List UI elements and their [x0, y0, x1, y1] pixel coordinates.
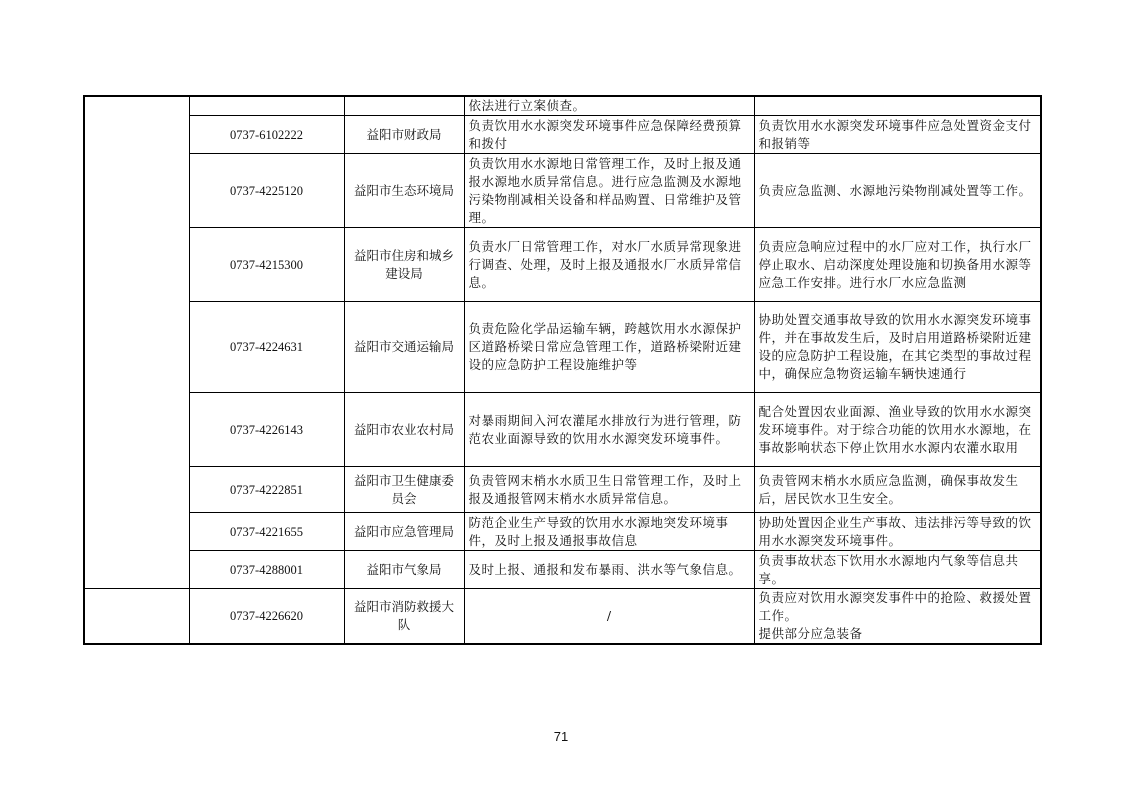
- dept-cell: 益阳市交通运输局: [344, 302, 464, 393]
- phone-cell: 0737-4226143: [189, 393, 344, 467]
- phone-cell: 0737-4221655: [189, 513, 344, 551]
- table-row: [84, 513, 1041, 551]
- responsibility-table: [83, 95, 1042, 645]
- duty-cell: 依法进行立案侦查。: [464, 96, 754, 116]
- emergency-cell: 负责应急响应过程中的水厂应对工作，执行水厂停止取水、启动深度处理设施和切换备用水源等应急工作安排。进行水厂水应急监测: [754, 228, 1041, 302]
- duty-cell: 对暴雨期间入河农灌尾水排放行为进行管理，防范农业面源导致的饮用水水源突发环境事件。: [464, 393, 754, 467]
- table-row: [84, 589, 1041, 645]
- emergency-cell: 负责应对饮用水源突发事件中的抢险、救援处置工作。 提供部分应急装备: [754, 589, 1041, 645]
- group-cell: [84, 589, 189, 645]
- duty-cell: /: [464, 589, 754, 645]
- page-number: 71: [553, 729, 569, 744]
- emergency-cell: 负责饮用水水源突发环境事件应急处置资金支付和报销等: [754, 116, 1041, 154]
- duty-cell: 及时上报、通报和发布暴雨、洪水等气象信息。: [464, 551, 754, 589]
- phone-cell: 0737-4222851: [189, 467, 344, 513]
- group-cell: [84, 96, 189, 589]
- table-row: [84, 116, 1041, 154]
- dept-cell: 益阳市卫生健康委员会: [344, 467, 464, 513]
- emergency-cell: 负责事故状态下饮用水水源地内气象等信息共享。: [754, 551, 1041, 589]
- emergency-cell: 协助处置交通事故导致的饮用水水源突发环境事件，并在事故发生后，及时启用道路桥梁附近建设的应急防护工程设施，在其它类型的事故过程中，确保应急物资运输车辆快速通行: [754, 302, 1041, 393]
- duty-cell: 负责饮用水水源突发环境事件应急保障经费预算和拨付: [464, 116, 754, 154]
- table-row: [84, 467, 1041, 513]
- table-row: [84, 154, 1041, 228]
- emergency-cell: 配合处置因农业面源、渔业导致的饮用水水源突发环境事件。对于综合功能的饮用水水源地，在事故影响状态下停止饮用水水源内农灌水取用: [754, 393, 1041, 467]
- duty-cell: 负责饮用水水源地日常管理工作，及时上报及通报水源地水质异常信息。进行应急监测及水源地污染物削减相关设备和样品购置、日常维护及管理。: [464, 154, 754, 228]
- phone-cell: 0737-6102222: [189, 116, 344, 154]
- dept-cell: 益阳市住房和城乡建设局: [344, 228, 464, 302]
- table-row: [84, 393, 1041, 467]
- dept-cell: [344, 96, 464, 116]
- emergency-cell: 协助处置因企业生产事故、违法排污等导致的饮用水水源突发环境事件。: [754, 513, 1041, 551]
- emergency-cell: 负责应急监测、水源地污染物削减处置等工作。: [754, 154, 1041, 228]
- phone-cell: 0737-4226620: [189, 589, 344, 645]
- dept-cell: 益阳市生态环境局: [344, 154, 464, 228]
- phone-cell: 0737-4224631: [189, 302, 344, 393]
- duty-cell: 负责水厂日常管理工作，对水厂水质异常现象进行调查、处理，及时上报及通报水厂水质异常信息。: [464, 228, 754, 302]
- table-row: [84, 302, 1041, 393]
- dept-cell: 益阳市气象局: [344, 551, 464, 589]
- duty-cell: 负责危险化学品运输车辆，跨越饮用水水源保护区道路桥梁日常应急管理工作，道路桥梁附近建设的应急防护工程设施维护等: [464, 302, 754, 393]
- emergency-cell: [754, 96, 1041, 116]
- duty-cell: 防范企业生产导致的饮用水水源地突发环境事件，及时上报及通报事故信息: [464, 513, 754, 551]
- table-row: [84, 96, 1041, 116]
- phone-cell: 0737-4215300: [189, 228, 344, 302]
- phone-cell: 0737-4288001: [189, 551, 344, 589]
- duty-cell: 负责管网末梢水水质卫生日常管理工作，及时上报及通报管网末梢水水质异常信息。: [464, 467, 754, 513]
- table-row: [84, 228, 1041, 302]
- dept-cell: 益阳市应急管理局: [344, 513, 464, 551]
- dept-cell: 益阳市农业农村局: [344, 393, 464, 467]
- dept-cell: 益阳市消防救援大队: [344, 589, 464, 645]
- phone-cell: [189, 96, 344, 116]
- table-row: [84, 551, 1041, 589]
- emergency-cell: 负责管网末梢水水质应急监测，确保事故发生后，居民饮水卫生安全。: [754, 467, 1041, 513]
- phone-cell: 0737-4225120: [189, 154, 344, 228]
- dept-cell: 益阳市财政局: [344, 116, 464, 154]
